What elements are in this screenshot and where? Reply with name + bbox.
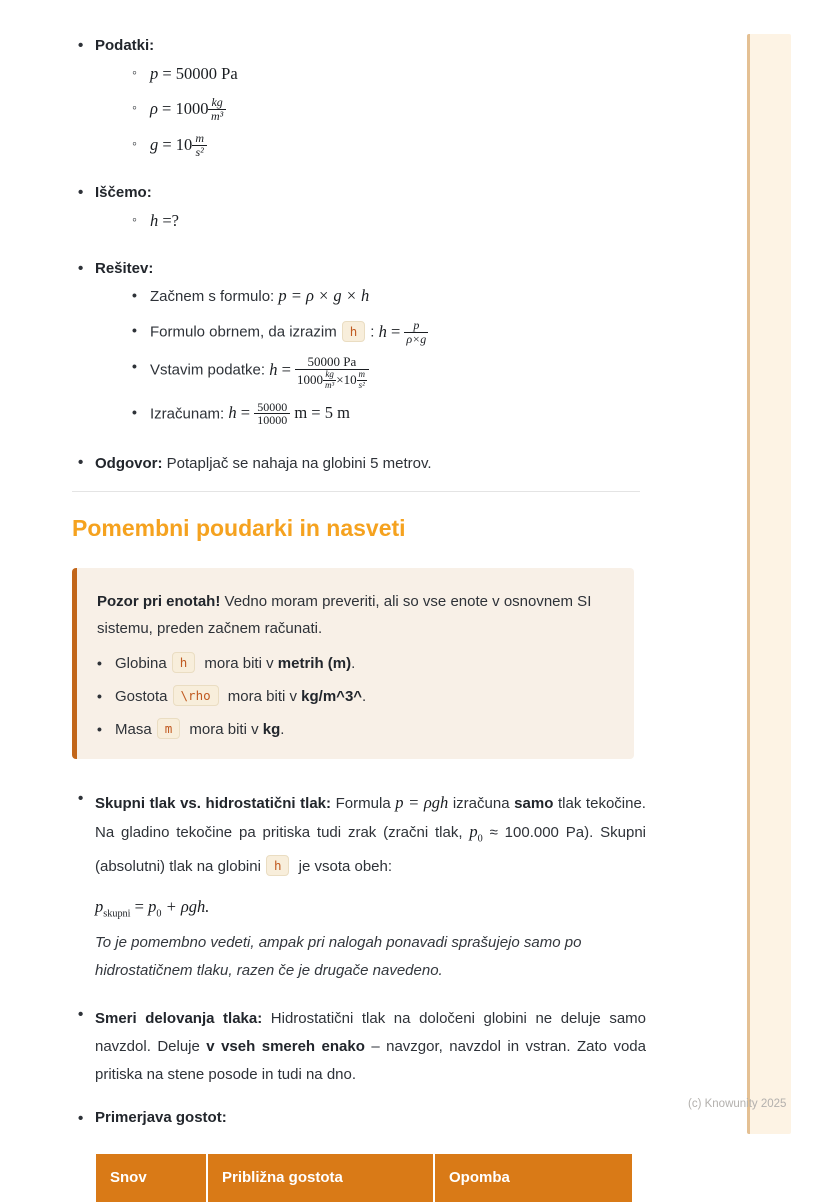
math-var: h <box>150 211 159 231</box>
fraction: $\frac{m}{\text{s²}}$ <box>192 132 207 158</box>
math-text: = 10 <box>158 134 193 154</box>
bullet-icon: • <box>78 184 84 202</box>
resitev-label: Rešitev: <box>95 260 154 278</box>
section-smeri <box>72 1005 646 1089</box>
bullet-icon: • <box>78 260 84 278</box>
math-text: = 50000 Pa <box>158 64 238 83</box>
inline-code-h: h <box>172 652 196 673</box>
math-text: = <box>277 359 296 379</box>
inline-code-h: h <box>266 855 290 876</box>
math-text: m = 5 m <box>290 403 350 423</box>
step-text: Izračunam: <box>150 405 229 423</box>
math-text: = <box>236 403 255 423</box>
section-primerjava <box>72 1109 646 1202</box>
callout-intro: Vedno moram preveriti, ali so vse enote v osnovnem SI sistemu, preden začnem računati. <box>97 592 592 637</box>
math-var: h <box>378 321 387 341</box>
inline-formula: p = ρgh <box>395 792 449 812</box>
step-text: Vstavim podatke: <box>150 361 270 379</box>
bullet-icon: • <box>97 687 102 704</box>
circle-bullet-icon: ◦ <box>132 134 137 151</box>
smeri-paragraph: Smeri delovanja tlaka: Hidrostatični tlak na določeni globini ne deluje samo navzdol. Deluje v vseh smereh enako – navzgor, navzdol in vstran. Zato voda pritiska na stene posode in tudi na dno. <box>95 1009 646 1083</box>
podatki-item-g <box>132 132 646 159</box>
step-text: : <box>370 323 379 341</box>
podatki-label: Podatki: <box>95 37 155 54</box>
podatki-item-p <box>132 61 646 87</box>
skupni-formula: $p_{skupni} = p_0 + \rho gh$. <box>95 897 210 920</box>
inline-code-m: m <box>157 718 181 739</box>
iscemo-label: Iščemo: <box>95 184 152 202</box>
section-odgovor <box>72 453 646 475</box>
skupni-paragraph: Skupni tlak vs. hidrostatični tlak: Formula p = ρgh izračuna samo tlak tekočine. Na gladino tekočine pa pritiska tudi zrak (zračni tlak, $p_0 \approx 100.000$ Pa). Skupni (absolutni) tlak na globini h je vsota obeh: <box>95 792 646 876</box>
section-podatki <box>72 36 646 167</box>
skupni-note: To je pomembno vedeti, ampak pri nalogah ponavadi sprašujejo samo po hidrostatičnem tlaku, razen če je drugače navedeno. <box>95 933 582 979</box>
page-edge-strip <box>747 34 791 1134</box>
math-text: = <box>386 321 405 341</box>
resitev-step-3 <box>132 355 646 390</box>
watermark: (c) Knowunity 2025 <box>688 1098 787 1110</box>
fraction: $\frac{kg}{\text{m³}}$ <box>208 96 225 122</box>
callout-item-gostota: • Gostota \rho mora biti v kg/m^3^. <box>97 685 608 708</box>
bullet-icon: • <box>78 1109 84 1127</box>
density-table-header <box>96 1154 634 1202</box>
inline-formula: p = ρ × g × h <box>278 286 370 306</box>
math-var: g <box>150 134 159 154</box>
odgovor-text: Potapljač se nahaja na globini 5 metrov. <box>162 454 432 472</box>
step-text: Začnem s formulo: <box>150 288 279 306</box>
math-text: =? <box>158 211 180 231</box>
bullet-icon: • <box>132 358 137 375</box>
bullet-icon: • <box>132 322 137 339</box>
page-heading: Pomembni poudarki in nasveti <box>72 514 406 541</box>
table-header-snov: Snov <box>96 1154 208 1202</box>
inline-code-h: h <box>342 321 366 342</box>
section-divider <box>72 491 640 492</box>
step-text: Formulo obrnem, da izrazim <box>150 323 337 341</box>
bullet-icon: • <box>78 37 84 54</box>
section-resitev <box>72 259 646 437</box>
callout-box <box>72 568 634 759</box>
document-body <box>72 36 646 1202</box>
bullet-icon: • <box>78 453 84 471</box>
bullet-icon: • <box>132 287 137 304</box>
iscemo-item-h <box>132 208 646 234</box>
bullet-icon: • <box>132 403 137 420</box>
table-header-gostota: Približna gostota <box>208 1154 435 1202</box>
fraction: $\frac{50000}{10000}$ <box>254 401 290 427</box>
bullet-icon: • <box>97 654 102 671</box>
fraction: $\frac{p}{\rho\times g}$ <box>406 318 427 346</box>
bullet-icon: • <box>78 1005 84 1023</box>
inline-code-rho: \rho <box>173 685 219 706</box>
bullet-icon: • <box>78 789 84 807</box>
circle-bullet-icon: ◦ <box>132 211 137 228</box>
primerjava-label: Primerjava gostot: <box>95 1108 227 1126</box>
resitev-step-2 <box>132 319 646 345</box>
section-skupni-tlak <box>72 789 646 985</box>
callout-item-masa: • Masa m mora biti v kg. <box>97 718 608 741</box>
bullet-icon: • <box>97 720 102 737</box>
math-var: h <box>228 403 237 423</box>
table-header-opomba: Opomba <box>435 1154 632 1202</box>
circle-bullet-icon: ◦ <box>132 99 137 115</box>
podatki-item-rho <box>132 96 646 123</box>
resitev-step-4 <box>132 401 646 427</box>
math-text: = 1000 <box>157 99 209 118</box>
math-var: h <box>269 359 278 379</box>
section-iscemo <box>72 183 646 243</box>
resitev-step-1 <box>132 284 646 309</box>
callout-item-globina: • Globina h mora biti v metrih (m). <box>97 652 608 675</box>
circle-bullet-icon: ◦ <box>132 64 137 80</box>
callout-title: Pozor pri enotah! <box>97 592 221 610</box>
odgovor-label: Odgovor: <box>95 454 163 472</box>
math-var: ρ <box>150 99 158 118</box>
fraction: 50000 Pa 1000 $\frac{kg}{\text{m³}}$ ×10 $\frac{m}{\text{s²}}$ <box>295 355 369 390</box>
math-var: p <box>150 64 159 83</box>
